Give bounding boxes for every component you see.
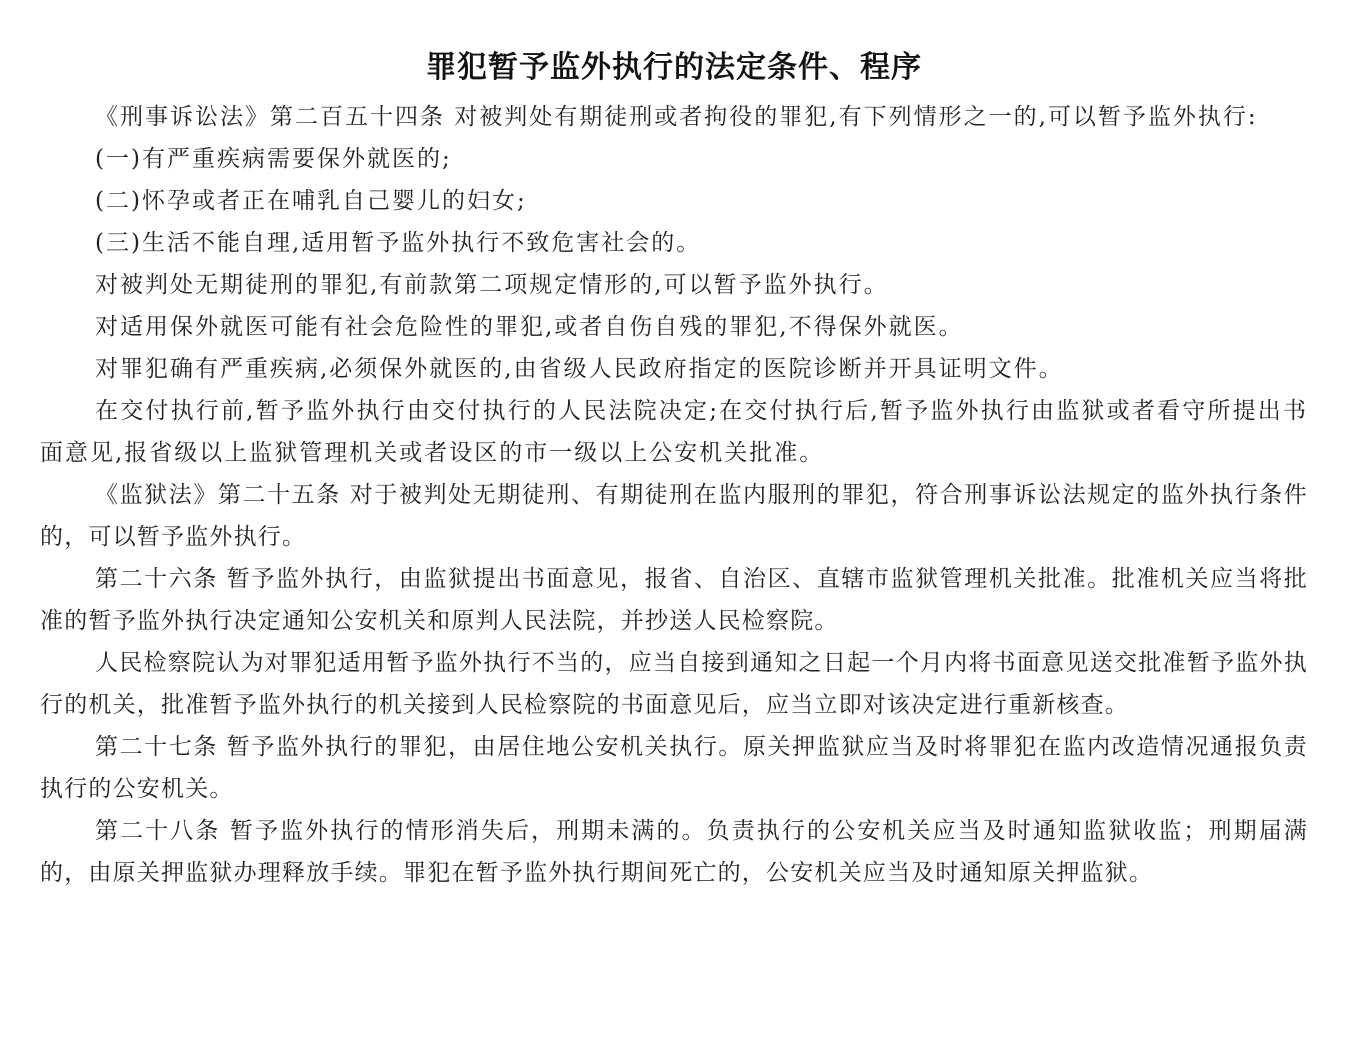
paragraph-item-2: (二)怀孕或者正在哺乳自己婴儿的妇女; bbox=[95, 188, 527, 214]
paragraph-item-3: (三)生活不能自理,适用暂予监外执行不致危害社会的。 bbox=[95, 230, 702, 256]
paragraph-life-sentence: 对被判处无期徒刑的罪犯,有前款第二项规定情形的,可以暂予监外执行。 bbox=[95, 272, 889, 298]
document-page bbox=[40, 44, 1308, 894]
paragraph-prison-law-article-25: 《监狱法》第二十五条 对于被判处无期徒刑、有期徒刑在监内服刑的罪犯，符合刑事诉讼法规定的监外执行条件的，可以暂予监外执行。 bbox=[40, 482, 1308, 550]
paragraph-procuratorate-review: 人民检察院认为对罪犯适用暂予监外执行不当的，应当自接到通知之日起一个月内将书面意见送交批准暂予监外执行的机关，批准暂予监外执行的机关接到人民检察院的书面意见后，应当立即对该决定进行重新核查。 bbox=[40, 650, 1308, 718]
paragraph-item-1: (一)有严重疾病需要保外就医的; bbox=[95, 146, 452, 172]
paragraph-social-danger: 对适用保外就医可能有社会危险性的罪犯,或者自伤自残的罪犯,不得保外就医。 bbox=[95, 314, 964, 340]
paragraph-decision-authority: 在交付执行前,暂予监外执行由交付执行的人民法院决定;在交付执行后,暂予监外执行由监狱或者看守所提出书面意见,报省级以上监狱管理机关或者设区的市一级以上公安机关批准。 bbox=[40, 398, 1308, 466]
paragraph-serious-illness: 对罪犯确有严重疾病,必须保外就医的,由省级人民政府指定的医院诊断并开具证明文件。 bbox=[95, 356, 1064, 382]
paragraph-prison-law-article-28: 第二十八条 暂予监外执行的情形消失后，刑期未满的。负责执行的公安机关应当及时通知监狱收监；刑期届满的，由原关押监狱办理释放手续。罪犯在暂予监外执行期间死亡的，公安机关应当及时通知原关押监狱。 bbox=[40, 818, 1308, 886]
paragraph-prison-law-article-27: 第二十七条 暂予监外执行的罪犯，由居住地公安机关执行。原关押监狱应当及时将罪犯在监内改造情况通报负责执行的公安机关。 bbox=[40, 734, 1308, 802]
document-title: 罪犯暂予监外执行的法定条件、程序 bbox=[426, 50, 922, 85]
paragraph-criminal-procedure-law-article-254: 《刑事诉讼法》第二百五十四条 对被判处有期徒刑或者拘役的罪犯,有下列情形之一的,可以暂予监外执行: bbox=[95, 104, 1258, 130]
paragraph-prison-law-article-26: 第二十六条 暂予监外执行，由监狱提出书面意见，报省、自治区、直辖市监狱管理机关批准。批准机关应当将批准的暂予监外执行决定通知公安机关和原判人民法院，并抄送人民检察院。 bbox=[40, 566, 1308, 634]
